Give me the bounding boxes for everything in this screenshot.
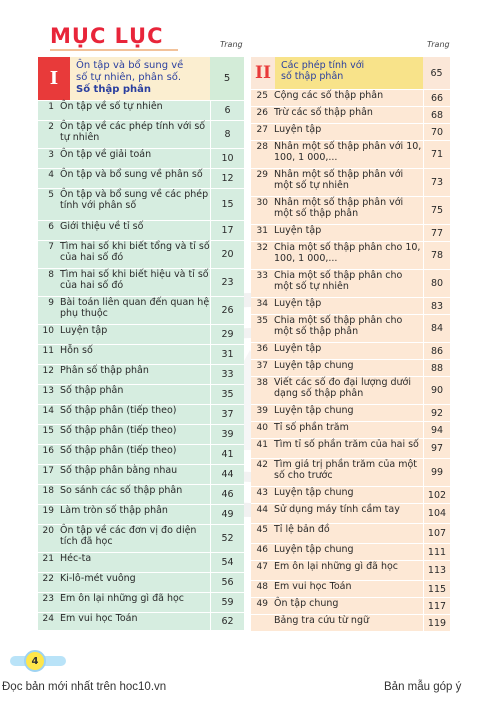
lesson-page: 88 (423, 360, 450, 376)
lesson-page: 84 (423, 315, 450, 342)
lesson-title: Ôn tập về các phép tính với số tự nhiên (60, 121, 206, 143)
lesson-page: 77 (423, 225, 450, 241)
toc-row[interactable] (251, 124, 450, 141)
toc-row[interactable] (38, 121, 244, 149)
lesson-number: 30 (256, 198, 268, 208)
lesson-number: 33 (256, 271, 268, 281)
footer-left-text[interactable]: Đọc bản mới nhất trên hoc10.vn (2, 681, 167, 693)
toc-row[interactable] (251, 439, 450, 459)
lesson-page: 92 (423, 405, 450, 421)
lesson-page: 119 (423, 615, 450, 631)
lesson-number: 40 (256, 423, 268, 433)
lesson-number: 17 (42, 466, 54, 476)
lesson-page: 102 (423, 487, 450, 503)
lesson-page: 83 (423, 298, 450, 314)
toc-row[interactable] (251, 544, 450, 561)
lesson-page: 104 (423, 504, 450, 523)
lesson-page: 117 (423, 598, 450, 614)
lesson-title: Bảng tra cứu từ ngữ (274, 615, 370, 626)
lesson-number: 43 (256, 488, 268, 498)
lesson-title: Tỉ lệ bản đồ (274, 524, 330, 535)
toc-row[interactable] (38, 385, 244, 405)
lesson-page: 49 (210, 505, 244, 524)
lesson-number: 31 (256, 226, 268, 236)
toc-row[interactable] (251, 90, 450, 107)
section-header-1[interactable] (38, 57, 244, 100)
toc-row[interactable] (251, 487, 450, 504)
lesson-title: Số thập phân (tiếp theo) (60, 445, 177, 456)
lesson-title: Nhân một số thập phân với 10, 100, 1 000,... (274, 141, 422, 163)
lesson-number: 12 (42, 366, 54, 376)
lesson-page: 56 (210, 573, 244, 592)
lesson-number: 36 (256, 344, 268, 354)
lesson-page: 41 (210, 445, 244, 464)
lesson-page: 111 (423, 544, 450, 560)
lesson-title: Số thập phân bằng nhau (60, 465, 178, 476)
lesson-number: 32 (256, 243, 268, 253)
lesson-number: 10 (42, 326, 54, 336)
lesson-page: 10 (210, 149, 244, 168)
toc-row[interactable] (251, 561, 450, 581)
section-number: I (38, 57, 70, 100)
lesson-page: 86 (423, 343, 450, 359)
lesson-page: 6 (210, 101, 244, 120)
lesson-number: 47 (256, 562, 268, 572)
section-header-2[interactable] (251, 57, 450, 89)
lesson-title: Sử dụng máy tính cầm tay (274, 504, 400, 515)
lesson-number: 16 (42, 446, 54, 456)
lesson-page: 70 (423, 124, 450, 140)
lesson-title: Tìm hai số khi biết hiệu và tỉ số của hai số đó (60, 269, 209, 291)
lesson-number: 9 (48, 298, 54, 308)
lesson-title: Luyện tập chung (274, 360, 354, 371)
toc-row[interactable] (251, 343, 450, 360)
lesson-title: Ôn tập về giải toán (60, 149, 152, 160)
lesson-number: 5 (48, 190, 54, 200)
toc-row[interactable] (38, 613, 244, 631)
lesson-title: Luyện tập chung (274, 405, 354, 416)
lesson-title: Luyện tập (274, 343, 322, 354)
toc-row[interactable] (38, 593, 244, 613)
toc-row[interactable] (38, 221, 244, 241)
toc-list-left (38, 101, 244, 631)
lesson-page: 20 (210, 241, 244, 268)
toc-row[interactable] (38, 445, 244, 465)
lesson-page: 113 (423, 561, 450, 580)
toc-row[interactable] (251, 197, 450, 225)
lesson-page: 99 (423, 459, 450, 486)
page-title: MỤC LỤC (50, 24, 164, 48)
section-title-line-1: Các phép tính với (281, 60, 365, 71)
lesson-title: Tỉ số phần trăm (274, 422, 349, 433)
lesson-page: 44 (210, 465, 244, 484)
lesson-number: 3 (48, 150, 54, 160)
lesson-number: 49 (256, 599, 268, 609)
lesson-page: 31 (210, 345, 244, 364)
lesson-number: 2 (48, 122, 54, 132)
lesson-title: Tìm giá trị phần trăm của một số cho trước (274, 459, 418, 481)
lesson-number: 14 (42, 406, 54, 416)
lesson-title: Phân số thập phân (60, 365, 149, 376)
lesson-page: 71 (423, 141, 450, 168)
lesson-page: 78 (423, 242, 450, 269)
lesson-title: Nhân một số thập phân với một số thập phân (274, 197, 404, 219)
toc-row[interactable] (251, 504, 450, 524)
lesson-page: 15 (210, 189, 244, 220)
lesson-title: Ôn tập chung (274, 598, 339, 609)
lesson-title: Số thập phân (tiếp theo) (60, 405, 177, 416)
lesson-page: 37 (210, 405, 244, 424)
lesson-title: Ôn tập và bổ sung về các phép tính với phân số (60, 189, 209, 211)
lesson-page: 59 (210, 593, 244, 612)
lesson-number: 22 (42, 574, 54, 584)
section-page: 5 (210, 57, 244, 100)
toc-row[interactable] (251, 107, 450, 124)
lesson-title: Ôn tập về số tự nhiên (60, 101, 163, 112)
lesson-number: 35 (256, 316, 268, 326)
lesson-number: 39 (256, 406, 268, 416)
title-underline (50, 49, 178, 51)
lesson-page: 54 (210, 553, 244, 572)
lesson-number: 4 (48, 170, 54, 180)
lesson-page: 35 (210, 385, 244, 404)
section-title-line-1: Ôn tập và bổ sung về (76, 60, 184, 71)
lesson-number: 21 (42, 554, 54, 564)
lesson-title: Trừ các số thập phân (274, 107, 373, 118)
toc-row[interactable] (251, 581, 450, 598)
lesson-page: 52 (210, 525, 244, 552)
toc-list-right (251, 90, 450, 632)
lesson-number: 27 (256, 125, 268, 135)
lesson-title: Tìm tỉ số phần trăm của hai số (274, 439, 419, 450)
lesson-page: 66 (423, 90, 450, 106)
lesson-title: Em ôn lại những gì đã học (60, 593, 185, 604)
section-title-line-2: số tự nhiên, phân số. (76, 72, 182, 83)
lesson-page: 62 (210, 613, 244, 630)
page-column-label-left: Trang (220, 40, 243, 49)
toc-row[interactable] (251, 315, 450, 343)
lesson-number: 13 (42, 386, 54, 396)
toc-row[interactable] (251, 360, 450, 377)
lesson-number: 34 (256, 299, 268, 309)
toc-row[interactable] (38, 345, 244, 365)
lesson-number: 24 (42, 614, 54, 624)
lesson-number: 20 (42, 526, 54, 536)
toc-row[interactable] (38, 485, 244, 505)
lesson-title: Em vui học Toán (60, 613, 138, 624)
toc-row[interactable] (251, 524, 450, 544)
toc-row[interactable] (38, 101, 244, 121)
lesson-title: Luyện tập (274, 225, 322, 236)
toc-row[interactable] (38, 573, 244, 593)
lesson-title: Làm tròn số thập phân (60, 505, 168, 516)
lesson-title: So sánh các số thập phân (60, 485, 183, 496)
lesson-title: Viết các số đo đại lượng dưới dạng số thập phân (274, 377, 412, 399)
lesson-number (251, 615, 268, 631)
section-title-line-2: số thập phân (281, 71, 344, 82)
lesson-title: Em ôn lại những gì đã học (274, 561, 399, 572)
lesson-number: 48 (256, 582, 268, 592)
lesson-title: Số thập phân (60, 385, 124, 396)
lesson-title: Chia một số thập phân cho 10, 100, 1 000,... (274, 242, 421, 264)
toc-row[interactable] (38, 525, 244, 553)
toc-row[interactable] (38, 269, 244, 297)
toc-row[interactable] (251, 298, 450, 315)
toc-row[interactable] (38, 553, 244, 573)
toc-row[interactable] (251, 141, 450, 169)
section-subtitle: Số thập phân (76, 84, 151, 95)
lesson-number: 11 (42, 346, 54, 356)
lesson-page: 107 (423, 524, 450, 543)
lesson-page: 115 (423, 581, 450, 597)
toc-row[interactable] (251, 225, 450, 242)
lesson-title: Ôn tập về các đơn vị đo diện tích đã học (60, 525, 197, 547)
toc-right-column (251, 57, 450, 644)
lesson-title: Giới thiệu về tỉ số (60, 221, 144, 232)
lesson-page: 39 (210, 425, 244, 444)
lesson-title: Ki-lô-mét vuông (60, 573, 136, 584)
toc-row[interactable] (38, 325, 244, 345)
lesson-page: 26 (210, 297, 244, 324)
lesson-number: 15 (42, 426, 54, 436)
section-number: II (251, 57, 275, 89)
lesson-number: 42 (256, 460, 268, 470)
lesson-number: 45 (256, 525, 268, 535)
lesson-title: Hỗn số (60, 345, 93, 356)
lesson-page: 33 (210, 365, 244, 384)
lesson-title: Chia một số thập phân cho một số thập phân (274, 315, 403, 337)
page-number-badge: 4 (24, 650, 46, 672)
toc-row[interactable] (251, 405, 450, 422)
lesson-number: 7 (48, 242, 54, 252)
footer-right-text: Bản mẫu góp ý (384, 681, 462, 693)
lesson-title: Bài toán liên quan đến quan hệ phụ thuộc (60, 297, 210, 319)
lesson-number: 23 (42, 594, 54, 604)
lesson-title: Tìm hai số khi biết tổng và tỉ số của hai số đó (60, 241, 210, 263)
lesson-title: Em vui học Toán (274, 581, 352, 592)
lesson-title: Số thập phân (tiếp theo) (60, 425, 177, 436)
lesson-page: 29 (210, 325, 244, 344)
lesson-title: Cộng các số thập phân (274, 90, 384, 101)
lesson-number: 1 (48, 102, 54, 112)
toc-row[interactable] (251, 270, 450, 298)
lesson-page: 80 (423, 270, 450, 297)
lesson-number: 6 (48, 222, 54, 232)
toc-row[interactable] (38, 425, 244, 445)
lesson-number: 28 (256, 142, 268, 152)
lesson-title: Luyện tập chung (274, 544, 354, 555)
lesson-number: 25 (256, 91, 268, 101)
toc-row[interactable] (251, 459, 450, 487)
toc-row[interactable] (251, 169, 450, 197)
lesson-page: 8 (210, 121, 244, 148)
lesson-page: 73 (423, 169, 450, 196)
lesson-page: 17 (210, 221, 244, 240)
lesson-title: Luyện tập chung (274, 487, 354, 498)
lesson-number: 37 (256, 361, 268, 371)
lesson-number: 26 (256, 108, 268, 118)
lesson-number: 44 (256, 505, 268, 515)
toc-row[interactable] (38, 149, 244, 169)
toc-row[interactable] (38, 189, 244, 221)
toc-row[interactable] (38, 169, 244, 189)
lesson-title: Héc-ta (60, 553, 92, 564)
toc-row[interactable] (38, 505, 244, 525)
lesson-number: 41 (256, 440, 268, 450)
lesson-number: 38 (256, 378, 268, 388)
lesson-page: 90 (423, 377, 450, 404)
page-column-label-right: Trang (427, 40, 450, 49)
toc-left-column (38, 57, 244, 644)
lesson-page: 23 (210, 269, 244, 296)
lesson-page: 75 (423, 197, 450, 224)
section-page: 65 (423, 57, 450, 89)
lesson-number: 46 (256, 545, 268, 555)
lesson-title: Luyện tập (274, 298, 322, 309)
lesson-page: 97 (423, 439, 450, 458)
lesson-title: Chia một số thập phân cho một số tự nhiên (274, 270, 403, 292)
lesson-title: Luyện tập (274, 124, 322, 135)
lesson-number: 19 (42, 506, 54, 516)
toc-row[interactable] (251, 598, 450, 615)
toc-row[interactable] (251, 615, 450, 632)
lesson-title: Ôn tập và bổ sung về phân số (60, 169, 203, 180)
lesson-number: 18 (42, 486, 54, 496)
toc-row[interactable] (251, 242, 450, 270)
toc-row[interactable] (38, 365, 244, 385)
lesson-page: 46 (210, 485, 244, 504)
lesson-page: 68 (423, 107, 450, 123)
toc-row[interactable] (38, 465, 244, 485)
toc-row[interactable] (38, 241, 244, 269)
section-title (275, 57, 423, 89)
lesson-number: 29 (256, 170, 268, 180)
lesson-title: Luyện tập (60, 325, 108, 336)
section-title (70, 57, 210, 100)
lesson-number: 8 (48, 270, 54, 280)
lesson-page: 12 (210, 169, 244, 188)
toc-row[interactable] (38, 405, 244, 425)
toc-row[interactable] (251, 422, 450, 439)
toc-row[interactable] (251, 377, 450, 405)
lesson-title: Nhân một số thập phân với một số tự nhiên (274, 169, 404, 191)
toc-row[interactable] (38, 297, 244, 325)
lesson-page: 94 (423, 422, 450, 438)
